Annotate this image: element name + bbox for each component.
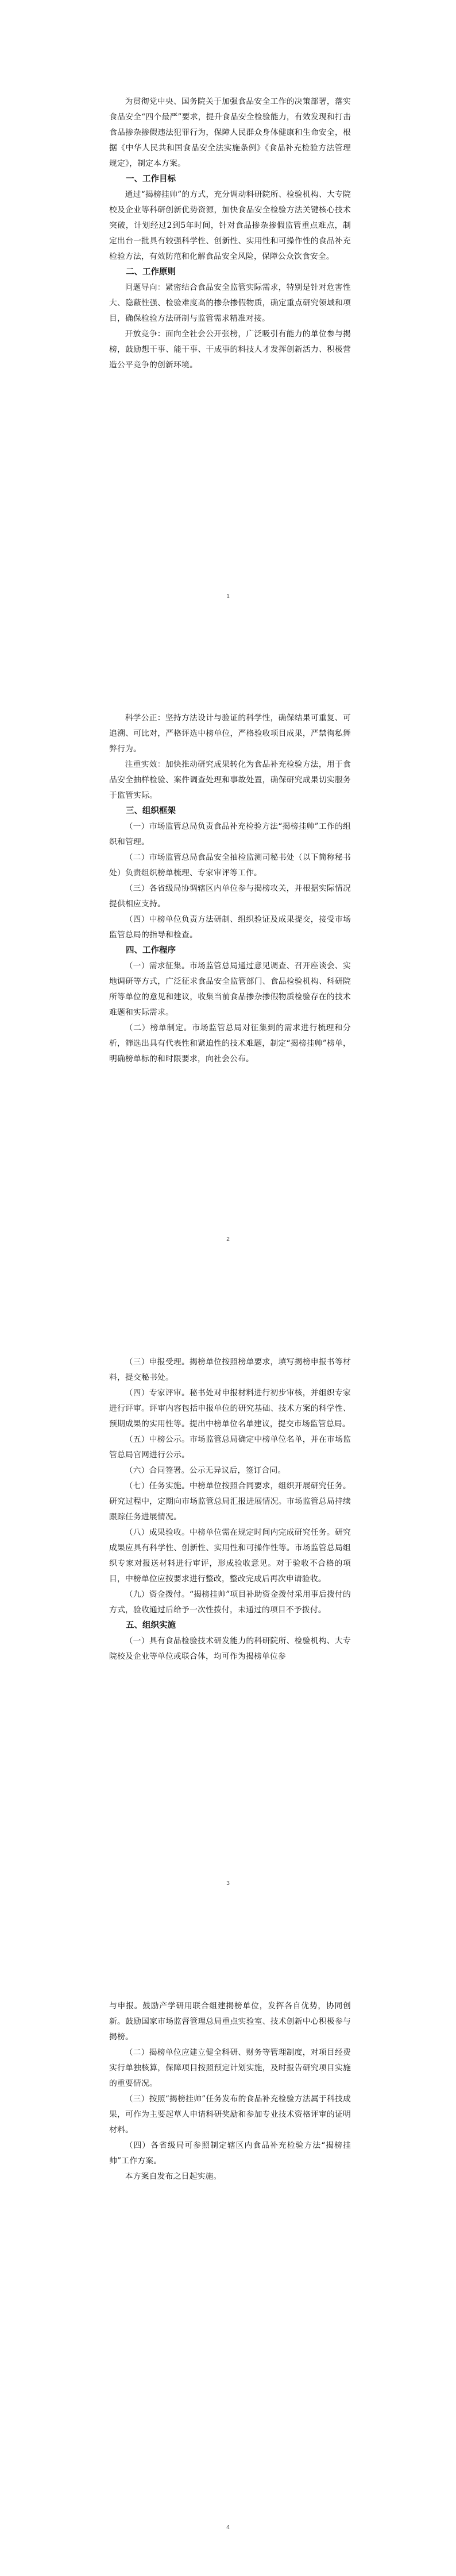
paragraph: 通过“揭榜挂帅”的方式，充分调动科研院所、检验机构、大专院校及企业等科研创新优势资源，加快食品安全检验方法关键核心技术突破，计划经过2到5年时间，针对食品掺杂掺假监管重点难点，制定出台一批具有较强科学性、创新性、实用性和可操作性的食品补充检验方法，有效防范和化解食品安全风险，保障公众饮食安全。 <box>109 190 351 261</box>
paragraph: （六）合同签署。公示无异议后，签订合同。 <box>125 1466 286 1475</box>
paragraph: （一）具有食品检验技术研发能力的科研院所、检验机构、大专院校及企业等单位或联合体，均可作为揭榜单位参 <box>109 1636 351 1661</box>
page-1-body <box>109 94 351 373</box>
paragraph: （四）专家评审。秘书处对申报材料进行初步审核，并组织专家进行评审。评审内容包括申报单位的研究基础、技术方案的科学性、预期成果的实用性等。提出中榜单位名单建议，提交市场监管总局。 <box>109 1388 351 1429</box>
paragraph: 注重实效：加快推动研究成果转化为食品补充检验方法，用于食品安全抽样检验、案件调查处理和事故处置，确保研究成果切实服务于监管实际。 <box>109 760 351 800</box>
paragraph: 为贯彻党中央、国务院关于加强食品安全工作的决策部署，落实食品安全“四个最严”要求，提升食品安全检验能力，有效发现和打击食品掺杂掺假违法犯罪行为，保障人民群众身体健康和生命安全，根据《中华人民共和国食品安全法实施条例》《食品补充检验方法管理规定》，制定本方案。 <box>109 97 351 168</box>
page-1 <box>0 0 456 644</box>
section-heading: 五、组织实施 <box>126 1621 176 1630</box>
section-heading: 一、工作目标 <box>126 174 176 184</box>
page-4 <box>0 1932 456 2576</box>
page-number: 4 <box>226 2524 230 2531</box>
section-heading: 二、工作原则 <box>126 267 176 277</box>
paragraph: （四）中榜单位负责方法研制、组织验证及成果提交，接受市场监管总局的指导和检查。 <box>109 915 351 940</box>
paragraph: （三）各省级局协调辖区内单位参与揭榜攻关，并根据实际情况提供相应支持。 <box>109 884 351 909</box>
paragraph: 与申报。鼓励产学研用联合组建揭榜单位，发挥各自优势，协同创新。鼓励国家市场监督管理总局重点实验室、技术创新中心积极参与揭榜。 <box>109 2001 351 2042</box>
paragraph: 本方案自发布之日起实施。 <box>125 2172 222 2181</box>
page-number: 3 <box>226 1880 230 1887</box>
page-4-body <box>109 1999 351 2185</box>
paragraph: 科学公正：坚持方法设计与验证的科学性，确保结果可重复、可追溯、可比对，严格评选中榜单位，严格验收项目成果，严禁徇私舞弊行为。 <box>109 713 351 754</box>
page-number: 2 <box>226 1236 230 1243</box>
paragraph: （八）成果验收。中榜单位需在规定时间内完成研究任务。研究成果应具有科学性、创新性、实用性和可操作性等。市场监管总局组织专家对报送材料进行审评，形成验收意见。对于验收不合格的项目，中榜单位应按要求进行整改，整改完成后再次申请验收。 <box>109 1528 351 1584</box>
page-3 <box>0 1288 456 1932</box>
section-heading: 四、工作程序 <box>126 946 176 955</box>
paragraph: （二）榜单制定。市场监管总局对征集到的需求进行梳理和分析，筛选出具有代表性和紧迫性的技术难题，制定“揭榜挂帅”榜单，明确榜单标的和时限要求，向社会公布。 <box>109 1023 351 1064</box>
paragraph: （九）资金拨付。“揭榜挂帅”项目补助资金拨付采用事后拨付的方式，验收通过后给予一次性拨付，未通过的项目不予拨付。 <box>109 1590 351 1615</box>
paragraph: （一）市场监管总局负责食品补充检验方法“揭榜挂帅”工作的组织和管理。 <box>109 822 351 847</box>
page-3-body <box>109 1355 351 1665</box>
paragraph: （二）揭榜单位应建立健全科研、财务等管理制度，对项目经费实行单独核算，保障项目按照预定计划实施，及时报告研究项目实施的重要情况。 <box>109 2048 351 2088</box>
paragraph: （一）需求征集。市场监管总局通过意见调查、召开座谈会、实地调研等方式，广泛征求食品安全监管部门、食品检验机构、科研院所等单位的意见和建议，收集当前食品掺杂掺假物质检验存在的技术难题和实际需求。 <box>109 961 351 1017</box>
paragraph: （七）任务实施。中榜单位按照合同要求，组织开展研究任务。研究过程中，定期向市场监管总局汇报进展情况。市场监管总局持续跟踪任务进展情况。 <box>109 1481 351 1522</box>
paragraph: （三）按照“揭榜挂帅”任务发布的食品补充检验方法属于科技成果，可作为主要起草人申请科研奖励和参加专业技术资格评审的证明材料。 <box>109 2094 351 2135</box>
paragraph: （四）各省级局可参照制定辖区内食品补充检验方法“揭榜挂帅”工作方案。 <box>109 2141 351 2166</box>
page-number: 1 <box>226 593 230 600</box>
paragraph: 问题导向：紧密结合食品安全监管实际需求，特别是针对危害性大、隐蔽性强、检验难度高的掺杂掺假物质，确定重点研究领域和项目，确保检验方法研制与监管需求精准对接。 <box>109 283 351 323</box>
section-heading: 三、组织框架 <box>126 806 176 816</box>
paragraph: （五）中榜公示。市场监管总局确定中榜单位名单，并在市场监管总局官网进行公示。 <box>109 1435 351 1460</box>
paragraph: 开放竞争：面向全社会公开张榜，广泛吸引有能力的单位参与揭榜，鼓励想干事、能干事、干成事的科技人才发挥创新活力、积极营造公平竞争的创新环境。 <box>109 329 351 370</box>
paragraph: （三）申报受理。揭榜单位按照榜单要求，填写揭榜申报书等材料，提交秘书处。 <box>109 1357 351 1382</box>
paragraph: （二）市场监管总局食品安全抽检监测司秘书处（以下简称秘书处）负责组织榜单梳理、专家审评等工作。 <box>109 853 351 878</box>
page-2-body <box>109 711 351 1067</box>
page-2 <box>0 644 456 1288</box>
